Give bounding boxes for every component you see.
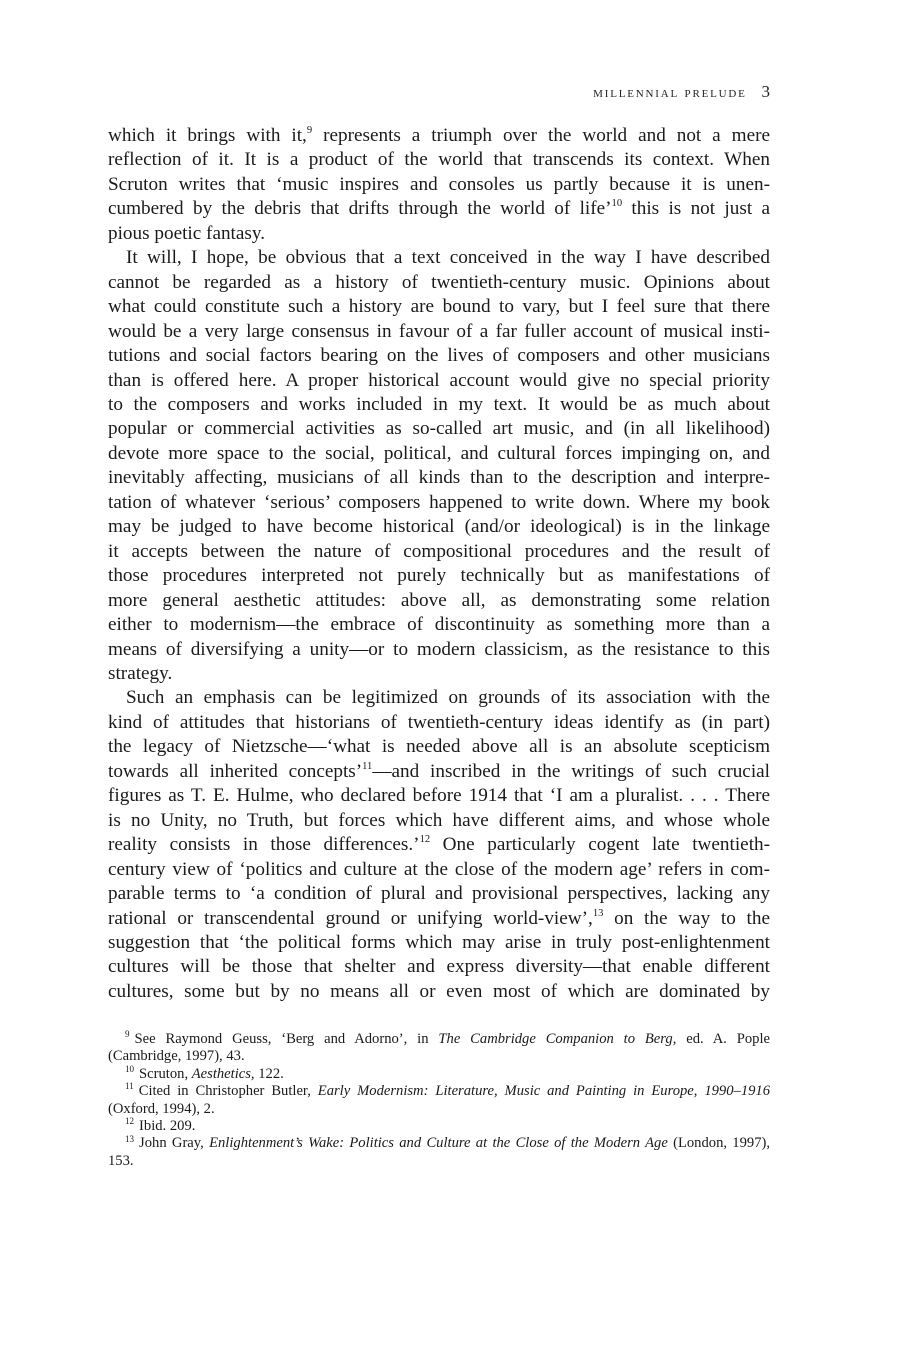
text-line: those procedures interpreted not purely technically but as manifestations of [108, 565, 770, 587]
running-head-title: millennial prelude [593, 85, 747, 101]
text-line: tutions and social factors bearing on the lives of composers and other musicians [108, 345, 770, 367]
text-line: would be a very large consensus in favour of a far fuller account of musical insti- [108, 320, 770, 342]
text-line: figures as T. E. Hulme, who declared before 1914 that ‘I am a pluralist. . . . There [108, 785, 770, 807]
text-line: what could constitute such a history are bound to vary, but I feel sure that there [108, 296, 770, 318]
text-line: which it brings with it,$^9$ represents a triumph over the world and not a mere [108, 125, 770, 146]
page-number: 3 [761, 82, 770, 101]
text-line: tation of whatever ‘serious’ composers happened to write down. Where my book [108, 491, 770, 513]
text-line: parable terms to ‘a condition of plural and provisional perspectives, lacking any [108, 883, 770, 905]
text-line: means of diversifying a unity—or to modern classicism, as the resistance to this [108, 638, 770, 660]
text-line: popular or commercial activities as so-called art music, and (in all likelihood) [108, 418, 770, 440]
footnotes [108, 1031, 770, 1170]
text-line: cumbered by the debris that drifts through the world of life’$^{10}$ this is not just a [108, 198, 771, 220]
text-line: devote more space to the social, political, and cultural forces impinging on, and [108, 442, 770, 464]
text-line: pious poetic fantasy. [108, 222, 266, 244]
text-line: either to modernism—the embrace of discontinuity as something more than a [108, 614, 770, 636]
text-line: the legacy of Nietzsche—‘what is needed above all is an absolute scepticism [108, 736, 770, 758]
footnote-13: $^{13}$ John Gray, Enlightenment’s Wake: Politics and Culture at the Close of the Modern Age (London, 1997), 153. [108, 1133, 771, 1169]
text-line: than is offered here. A proper historical account would give no special priority [108, 369, 770, 391]
footnote-ref-11[interactable]: 11 [362, 760, 373, 772]
footnote-ref-12[interactable]: 12 [419, 834, 431, 846]
text-line: strategy. [108, 662, 173, 684]
footnote-number: 10 [125, 1063, 135, 1074]
footnote-ref-10[interactable]: 10 [611, 198, 623, 210]
footnote-ref-9[interactable]: 9 [306, 125, 313, 137]
footnote-9: $^9$ See Raymond Geuss, ‘Berg and Adorno’, in The Cambridge Companion to Berg, ed. A. Pople (Cambridge, 1997), 43. [108, 1029, 770, 1065]
text-line: Scruton writes that ‘music inspires and consoles us partly because it is unen- [108, 173, 770, 195]
book-title: The Cambridge Companion to Berg, [438, 1031, 677, 1047]
text-line: rational or transcendental ground or unifying world-view’,$^{13}$ on the way to the [108, 907, 770, 929]
footnote-number: 11 [125, 1081, 134, 1092]
text-line: towards all inherited concepts’$^{11}$—and inscribed in the writings of such crucial [108, 760, 770, 782]
text-line: more general aesthetic attitudes: above all, as demonstrating some relation [108, 589, 770, 611]
book-title: Aesthetics, [191, 1065, 255, 1082]
footnote-number: 13 [125, 1133, 135, 1144]
paragraph-2 [108, 246, 770, 686]
footnote-12: $^{12}$ Ibid. 209. [125, 1116, 196, 1135]
text-line: kind of attitudes that historians of twentieth-century ideas identify as (in part) [108, 711, 770, 733]
text-line: to the composers and works included in my text. It would be as much about [108, 393, 770, 415]
text-line: may be judged to have become historical (and/or ideological) is in the linkage [108, 516, 770, 538]
paragraph-3 [108, 686, 770, 1004]
footnote-ref-13[interactable]: 13 [592, 907, 604, 919]
book-title: Early Modernism: Literature, Music and Painting in Europe, 1990–1916 [317, 1083, 771, 1100]
text-line: reflection of it. It is a product of the world that transcends its context. When [108, 149, 770, 171]
book-title: Enlightenment’s Wake: Politics and Culture at the Close of the Modern Age [209, 1135, 668, 1152]
text-line: inevitably affecting, musicians of all kinds than to the description and interpre- [108, 467, 770, 489]
text-line: Such an emphasis can be legitimized on grounds of its association with the [126, 687, 770, 709]
text-line: cultures will be those that shelter and express diversity—that enable different [108, 956, 770, 978]
text-line: is no Unity, no Truth, but forces which have different aims, and whose whole [108, 809, 770, 831]
text-line: reality consists in those differences.’$^{12}$ One particularly cogent late twentieth- [108, 834, 771, 856]
footnote-10: $^{10}$ Scruton, Aesthetics, 122. [125, 1063, 284, 1082]
running-head [108, 82, 770, 102]
text-line: century view of ‘politics and culture at the close of the modern age’ refers in com- [108, 858, 770, 880]
footnote-number: 12 [125, 1116, 135, 1127]
text-line: suggestion that ‘the political forms which may arise in truly post-enlightenment [108, 931, 770, 953]
body-text [108, 124, 770, 1004]
text-line: it accepts between the nature of compositional procedures and the result of [108, 540, 770, 562]
footnote-number: 9 [125, 1029, 130, 1040]
text-line: It will, I hope, be obvious that a text conceived in the way I have described [126, 247, 770, 269]
paragraph-1 [108, 124, 770, 246]
footnote-11: $^{11}$ Cited in Christopher Butler, Early Modernism: Literature, Music and Painting in Europe, 1990–1916 (Oxford, 1994), 2. [108, 1081, 771, 1117]
text-line: cannot be regarded as a history of twentieth-century music. Opinions about [108, 271, 770, 293]
text-line: cultures, some but by no means all or even most of which are dominated by [108, 980, 770, 1002]
